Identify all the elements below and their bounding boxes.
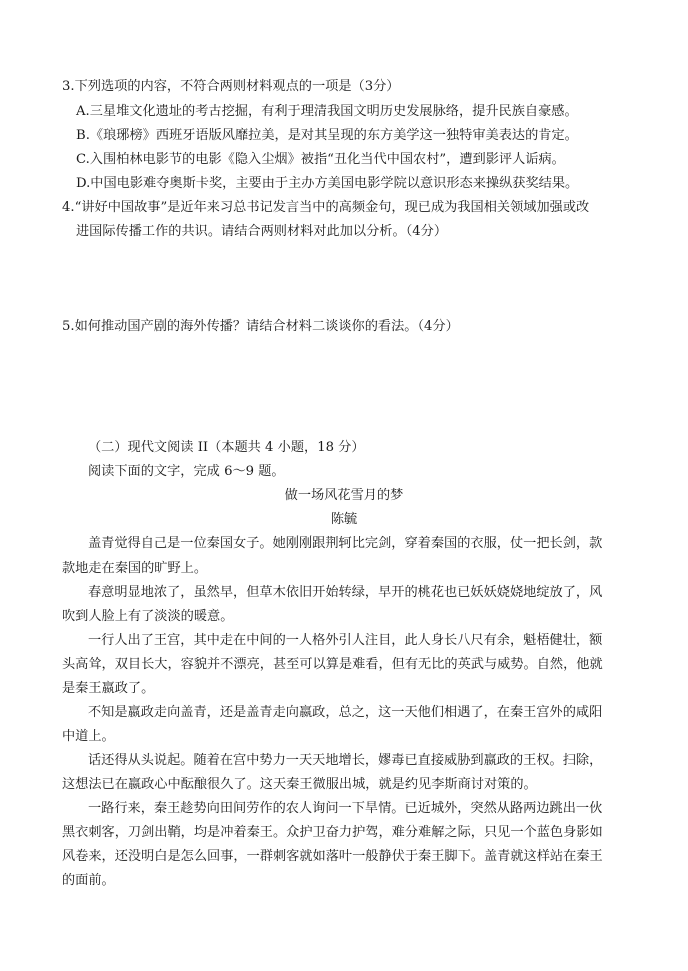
question-4-line-1: 4.“讲好中国故事”是近年来习总书记发言当中的高频金句，现已成为我国相关领域加强或改: [62, 200, 590, 215]
story-title: 做一场风花雪月的梦: [284, 488, 404, 503]
question-3-option-b: B.《琅琊榜》西班牙语版风靡拉美，是对其呈现的东方美学这一独特审美表达的肯定。: [76, 128, 578, 143]
story-line: 风卷来，还没明白是怎么回事，一群刺客就如落叶一般静伏于秦王脚下。盖青就这样站在秦王: [62, 849, 603, 864]
section-instruction: 阅读下面的文字，完成 6～9 题。: [88, 464, 285, 479]
story-line: 黑衣刺客，刀剑出鞘，均是冲着秦王。众护卫奋力护驾，难分难解之际，只见一个蓝色身影如: [62, 825, 603, 840]
story-line: 吹到人脸上有了淡淡的暖意。: [62, 609, 234, 624]
story-line: 一路行来，秦王趁势向田间劳作的农人询问一下旱情。已近城外，突然从路两边跳出一伙: [88, 801, 603, 816]
story-line: 是秦王嬴政了。: [62, 681, 155, 696]
story-line: 话还得从头说起。随着在宫中势力一天天地增长，嫪毒已直接威胁到嬴政的王权。扫除，: [88, 753, 603, 768]
story-line: 一行人出了王宫，其中走在中间的一人格外引人注目，此人身长八尺有余，魁梧健壮，额: [88, 633, 603, 648]
question-5-stem: 5.如何推动国产剧的海外传播？请结合材料二谈谈你的看法。（4分）: [62, 319, 459, 334]
story-line: 不知是嬴政走向盖青，还是盖青走向嬴政，总之，这一天他们相遇了，在秦王宫外的咸阳: [88, 705, 603, 720]
question-3-stem: 3.下列选项的内容，不符合两则材料观点的一项是（3分）: [62, 79, 400, 94]
story-line: 这想法已在嬴政心中酝酿很久了。这天秦王微服出城，就是约见李斯商讨对策的。: [62, 777, 537, 792]
question-3-option-a: A.三星堆文化遗址的考古挖掘，有利于理清我国文明历史发展脉络，提升民族自豪感。: [76, 104, 578, 119]
question-3-option-c: C.入围柏林电影节的电影《隐入尘烟》被指“丑化当代中国农村”，遭到影评人诟病。: [76, 152, 565, 167]
story-line: 头高耸，双目长大，容貌并不漂亮，甚至可以算是难看，但有无比的英武与威势。自然，他就: [62, 657, 603, 672]
story-line: 款地走在秦国的旷野上。: [62, 561, 208, 576]
question-3-option-d: D.中国电影难夺奥斯卡奖，主要由于主办方美国电影学院以意识形态来操纵获奖结果。: [76, 176, 579, 191]
story-line: 中道上。: [62, 729, 115, 744]
story-author: 陈毓: [330, 512, 358, 527]
story-line: 的面前。: [62, 873, 115, 888]
section-heading: （二）现代文阅读 II（本题共 4 小题，18 分）: [88, 440, 365, 455]
story-line: 盖青觉得自己是一位秦国女子。她刚刚跟荆轲比完剑，穿着秦国的衣服，仗一把长剑，款: [88, 536, 603, 551]
story-line: 春意明显地浓了，虽然早，但草木依旧开始转绿，早开的桃花也已妖妖娆娆地绽放了，风: [88, 585, 603, 600]
question-4-line-2: 进国际传播工作的共识。请结合两则材料对此加以分析。（4分）: [76, 224, 448, 239]
